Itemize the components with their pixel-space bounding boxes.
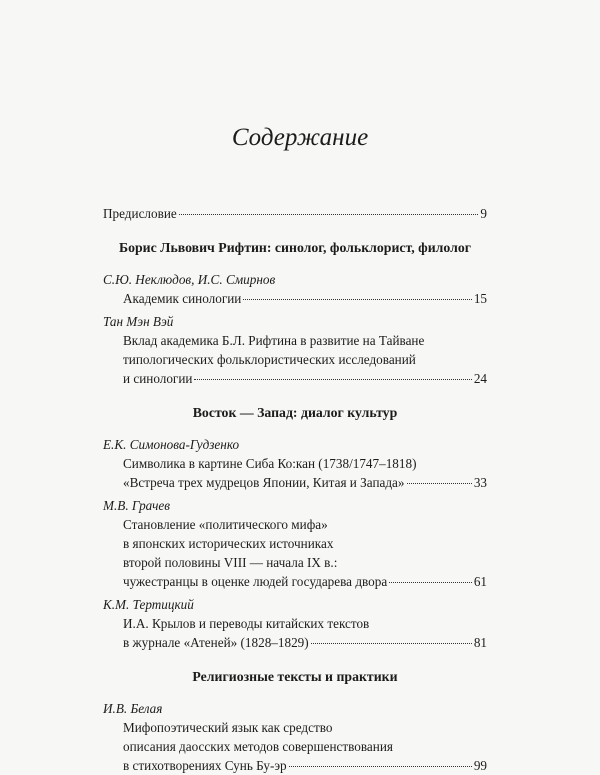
leader-dots <box>179 214 479 215</box>
entry-title-line: и синологии <box>123 371 193 386</box>
entry-title-line: описания даосских методов совершенствования <box>123 739 393 754</box>
leader-dots <box>194 379 471 380</box>
toc-entry[interactable] <box>103 270 487 308</box>
page-number: 33 <box>473 475 487 490</box>
entry-title-line: чужестранцы в оценке людей государева двора <box>123 574 388 589</box>
entry-title-line: в стихотворениях Сунь Бу-эр <box>123 758 287 773</box>
toc-entry[interactable] <box>103 496 487 591</box>
toc-entry[interactable] <box>103 435 487 492</box>
page-number: 9 <box>480 206 487 221</box>
section-heading: Борис Львович Рифтин: синолог, фольклорист, филолог <box>118 240 472 255</box>
entry-title-line: И.А. Крылов и переводы китайских текстов <box>123 616 370 631</box>
entry-author: И.В. Белая <box>103 701 163 716</box>
leader-dots <box>311 643 472 644</box>
entry-line <box>103 289 487 308</box>
entry-author: К.М. Тертицкий <box>103 597 194 612</box>
page-title: Содержание <box>231 124 369 151</box>
entry-title-line: Мифопоэтический язык как средство <box>123 720 333 735</box>
entry-line <box>103 473 487 492</box>
entry-title-line: типологических фольклористических исследований <box>123 352 416 367</box>
entry-line <box>103 633 487 652</box>
entry-line <box>103 756 487 775</box>
page-number: 81 <box>473 635 487 650</box>
page-number: 15 <box>473 291 487 306</box>
entry-author: Тан Мэн Вэй <box>103 314 174 329</box>
entry-title-line: в журнале «Атеней» (1828–1829) <box>123 635 309 650</box>
entry-title-line: «Встреча трех мудрецов Японии, Китая и Запада» <box>123 475 405 490</box>
page-number: 61 <box>473 574 487 589</box>
page-number: 24 <box>473 371 487 386</box>
toc-entry[interactable] <box>103 595 487 652</box>
toc-entry[interactable] <box>103 312 487 388</box>
toc-entry-title: Предисловие <box>103 206 177 221</box>
page-number: 99 <box>473 758 487 773</box>
toc-entry-preface[interactable] <box>103 204 487 223</box>
toc-entry[interactable] <box>103 699 487 775</box>
section-heading: Религиозные тексты и практики <box>192 669 398 684</box>
entry-line <box>103 369 487 388</box>
entry-title-line: второй половины VIII — начала IX в.: <box>123 555 338 570</box>
section-heading: Восток — Запад: диалог культур <box>192 405 398 420</box>
table-of-contents <box>103 204 487 775</box>
entry-line <box>103 572 487 591</box>
entry-title-line: в японских исторических источниках <box>123 536 334 551</box>
entry-title-line: Вклад академика Б.Л. Рифтина в развитие на Тайване <box>123 333 425 348</box>
leader-dots <box>243 299 471 300</box>
entry-title-line: Академик синологии <box>123 291 242 306</box>
entry-author: С.Ю. Неклюдов, И.С. Смирнов <box>103 272 276 287</box>
leader-dots <box>407 483 472 484</box>
entry-author: М.В. Грачев <box>103 498 170 513</box>
entry-title-line: Символика в картине Сиба Ко:кан (1738/1747–1818) <box>123 456 417 471</box>
leader-dots <box>389 582 472 583</box>
entry-title-line: Становление «политического мифа» <box>123 517 328 532</box>
entry-author: Е.К. Симонова-Гудзенко <box>103 437 240 452</box>
leader-dots <box>289 766 472 767</box>
